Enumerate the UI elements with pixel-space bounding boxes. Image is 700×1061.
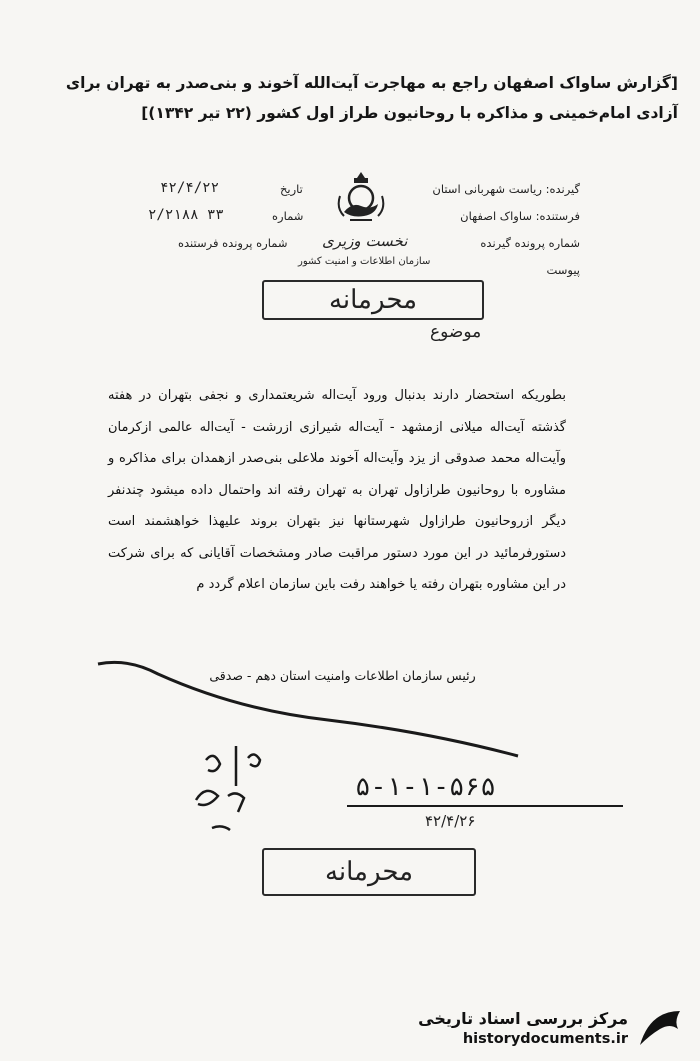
attachment-label: پیوست [546, 263, 580, 277]
number-value: ۲/۲۱۸۸ ۳۳ [148, 207, 224, 223]
confidential-stamp-bottom: محرمانه [262, 848, 476, 896]
lion-and-sun-emblem-icon [330, 168, 392, 230]
date-value: ۴۲/۴/۲۲ [160, 180, 220, 196]
archive-url: historydocuments.ir [462, 1031, 628, 1047]
organization-label: سازمان اطلاعات و امنیت کشور [298, 256, 431, 267]
reference-underline [345, 803, 625, 809]
handwritten-signature [176, 740, 286, 840]
document-title: [گزارش ساواک اصفهان راجع به مهاجرت آیت‌الله آخوند و بنی‌صدر به تهران برای آزادی امام‌خمینی و مذاکره با روحانیون طراز اول کشور (۲۲ تیر ۱۳۴۲)] [65, 74, 678, 122]
reference-number: ۵-۱-۱-۵۶۵ [355, 772, 496, 802]
number-label: شماره [272, 209, 304, 223]
ministry-label: نخست وزیری [322, 232, 408, 250]
recipient-file-label: شماره پرونده گیرنده [480, 236, 580, 250]
letter-body: بطوریکه استحضار دارند بدنبال ورود آیت‌اله شریعتمداری و نجفی بتهران در هفته گذشته آیت‌اله میلانی ازمشهد - آیت‌اله شیرازی ازرشت - آیت‌اله عالمی ازکرمان وآیت‌اله محمد صدوقی از یزد وآیت‌اله آخوند ملاعلی بنی‌صدر ازهمدان برای مذاکره و مشاوره با روحانیون طرازاول تهران به تهران رفته اند واحتمال داده میشود چندنفر دیگر ازروحانیون طرازاول شهرستانها نیز بتهران بروند علیهذا خواهشمند است دستورفرمائید در این مورد دستور مراقبت صادر ومشخصات آقایانی که برای شرکت در این مشاوره بتهران رفته یا خواهند رفت باین سازمان اعلام گردد م [108, 388, 566, 592]
signature-line: رئیس سازمان اطلاعات وامنیت استان دهم - صدقی [209, 668, 476, 683]
archive-name: مرکز بررسی اسناد تاریخی [418, 1009, 628, 1028]
pen-stroke-mark [90, 650, 530, 760]
reference-date: ۴۲/۴/۲۶ [425, 812, 476, 830]
confidential-stamp-top: محرمانه [262, 280, 484, 320]
archive-watermark [390, 1003, 690, 1053]
subject-label: موضوع [430, 322, 482, 342]
date-label: تاریخ [280, 182, 303, 196]
archive-logo-icon [636, 1005, 686, 1051]
from-label: فرستنده: ساواک اصفهان [460, 209, 580, 223]
to-label: گیرنده: ریاست شهربانی استان [432, 182, 580, 196]
sender-file-label: شماره پرونده فرستنده [178, 236, 288, 250]
